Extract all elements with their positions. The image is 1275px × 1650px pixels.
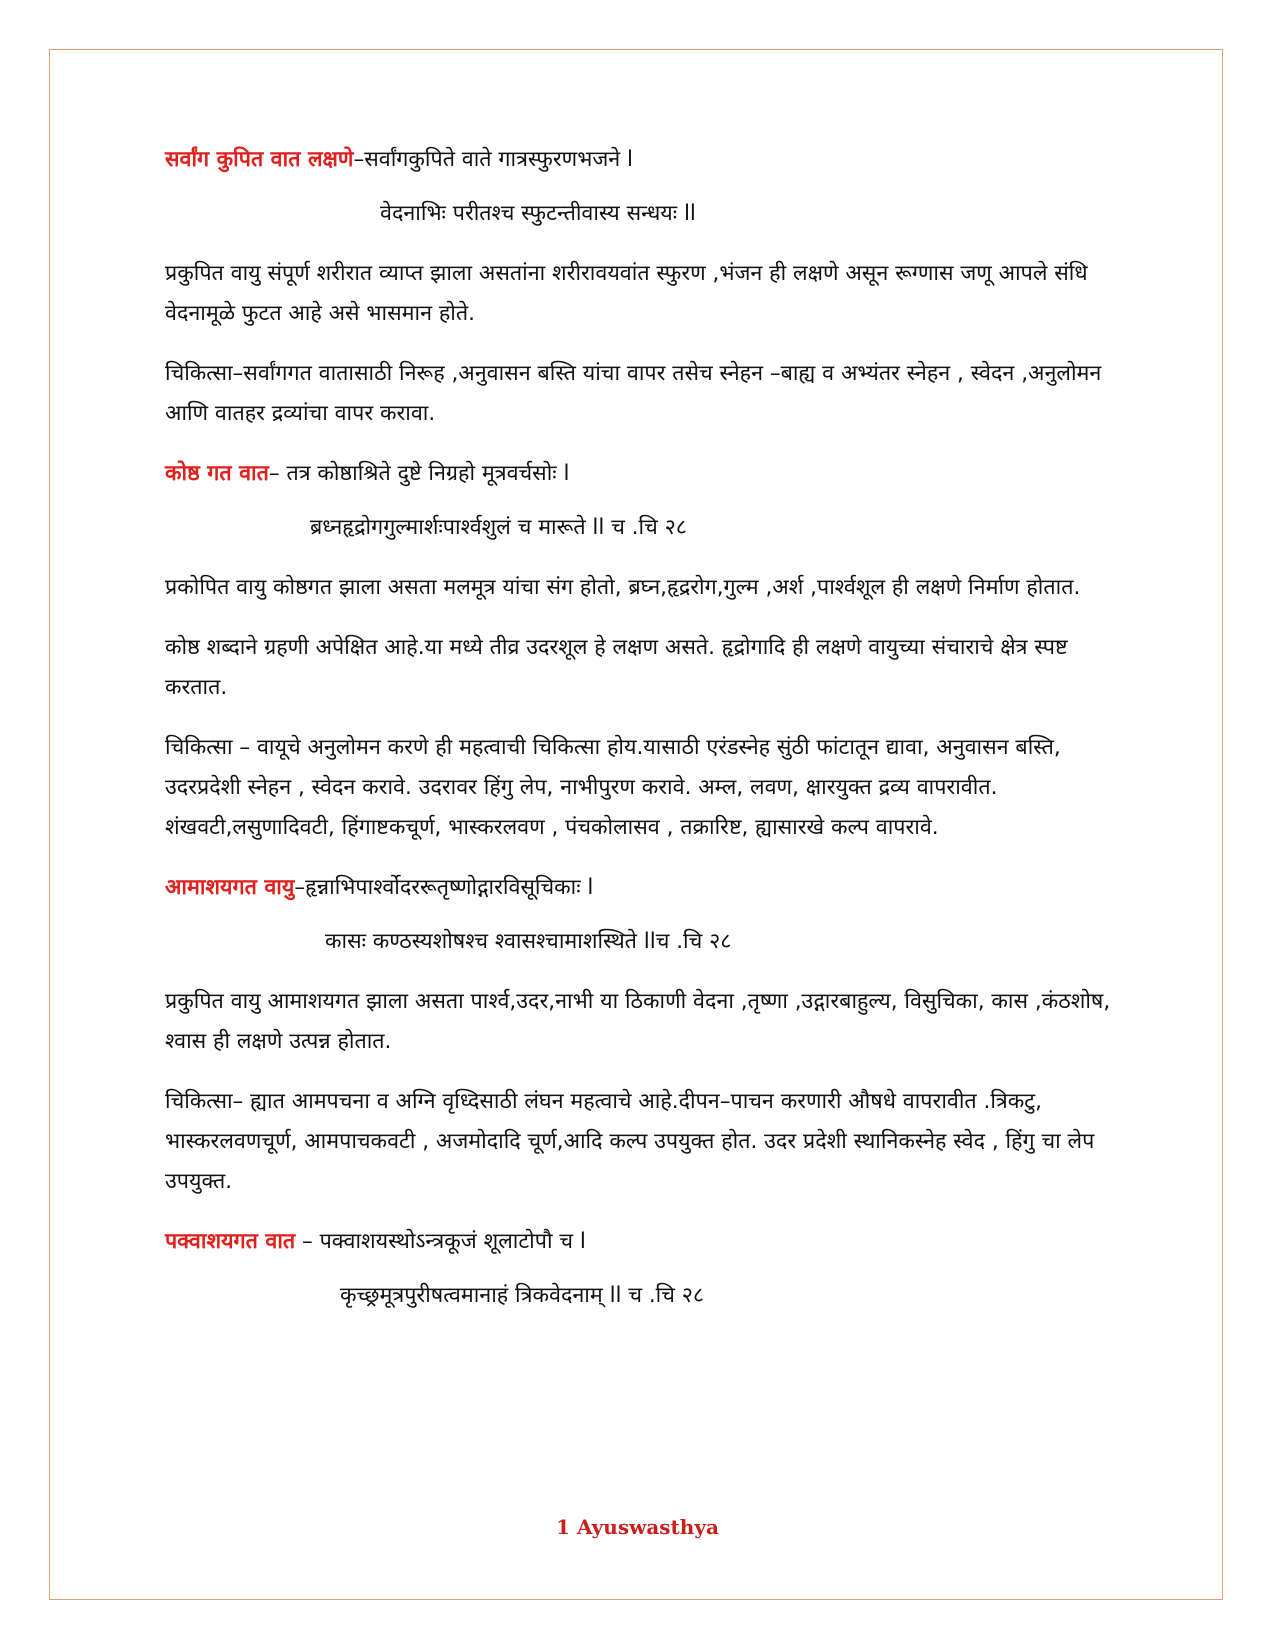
treatment-paragraph: चिकित्सा – वायूचे अनुलोमन करणे ही महत्वाची चिकित्सा होय.यासाठी एरंडस्नेह सुंठी फांटातून द्यावा, अनुवासन बस्ति, उदरप्रदेशी स्नेहन , स्वेदन करावे. उदरावर हिंगु लेप, नाभीपुरण करावे. अम्ल, लवण, क्षारयुक्त द्रव्य वापरावीत. शंखवटी,लसुणादिवटी, हिंगाष्टकचूर्ण, भास्करलवण , पंचकोलासव , तक्रारिष्ट, ह्यासारखे कल्प वापरावे. [165, 735, 1061, 840]
dash: – [295, 1229, 313, 1254]
section-heading: कोष्ठ गत वात [165, 461, 269, 486]
explanation-paragraph: प्रकुपित वायु आमाशयगत झाला असता पार्श्व,उदर,नाभी या ठिकाणी वेदना ,तृष्णा ,उद्गारबाहुल्य, विसुचिका, कास ,कंठशोष, श्वास ही लक्षणे उत्पन्न होतात. [165, 989, 1111, 1054]
section-4-heading-line [165, 1222, 1135, 1262]
note-paragraph: कोष्ठ शब्दाने ग्रहणी अपेक्षित आहे.या मध्ये तीव्र उदरशूल हे लक्षण असते. हृद्रोगादि ही लक्षणे वायुच्या संचाराचे क्षेत्र स्पष्ट करतात. [165, 635, 1068, 700]
verse-line-1: सर्वांगकुपिते वाते गात्रस्फुरणभजने l [364, 147, 634, 172]
section-1-heading-line [165, 140, 1135, 180]
treatment-paragraph: चिकित्सा–सर्वांगगत वातासाठी निरूह ,अनुवासन बस्ति यांचा वापर तसेच स्नेहन –बाह्य व अभ्यंतर स्नेहन , स्वेदन ,अनुलोमन आणि वातहर द्रव्यांचा वापर करावा. [165, 361, 1102, 426]
section-3-heading-line [165, 868, 1135, 908]
dash: – [353, 147, 365, 172]
verse-line-1: पक्वाशयस्थोऽन्त्रकूजं शूलाटोपौ च l [312, 1229, 586, 1254]
verse-line-1: हृन्नाभिपार्श्वोदररूतृष्णोद्गारविसूचिकाः l [305, 875, 594, 900]
section-heading: पक्वाशयगत वात [165, 1229, 296, 1254]
page-footer: 1 Ayuswasthya [556, 1515, 719, 1539]
verse-line-2: कृच्छ्रमूत्रपुरीषत्वमानाहं त्रिकवेदनाम् ll च .चि २८ [340, 1283, 705, 1308]
verse-line-1: तत्र कोष्ठाश्रिते दुष्टे निग्रहो मूत्रवर्चसोः l [279, 461, 570, 486]
section-heading: सर्वांग कुपित वात लक्षणे [165, 147, 354, 172]
verse-line-2: ब्रध्नहृद्रोगगुल्मार्शःपार्श्वशुलं च मारूते ll च .चि २८ [310, 515, 687, 540]
explanation-paragraph: प्रकोपित वायु कोष्ठगत झाला असता मलमूत्र यांचा संग होतो, ब्रघ्न,हृद्ररोग,गुल्म ,अर्श ,पार्श्वशूल ही लक्षणे निर्माण होतात. [165, 575, 1081, 600]
verse-line-2: कासः कण्ठस्यशोषश्च श्वासश्चामाशस्थिते llच .चि २८ [325, 929, 732, 954]
treatment-paragraph: चिकित्सा– ह्यात आमपचना व अग्नि वृध्दिसाठी लंघन महत्वाचे आहे.दीपन–पाचन करणारी औषधे वापरावीत .त्रिकटु, भास्करलवणचूर्ण, आमपाचकवटी , अजमोदादि चूर्ण,आदि कल्प उपयुक्त होत. उदर प्रदेशी स्थानिकस्नेह स्वेद , हिंगु चा लेप उपयुक्त. [165, 1089, 1095, 1194]
dash: – [294, 875, 306, 900]
dash: – [268, 461, 280, 486]
explanation-paragraph: प्रकुपित वायु संपूर्ण शरीरात व्याप्त झाला असतांना शरीरावयवांत स्फुरण ,भंजन ही लक्षणे असून रूग्णास जणू आपले संधि वेदनामूळे फुटत आहे असे भासमान होते. [165, 261, 1088, 326]
section-2-heading-line [165, 454, 1135, 494]
verse-line-2: वेदनाभिः परीतश्च स्फुटन्तीवास्य सन्धयः ll [380, 201, 696, 226]
document-body [165, 140, 1135, 1336]
section-heading: आमाशयगत वायु [165, 875, 295, 900]
